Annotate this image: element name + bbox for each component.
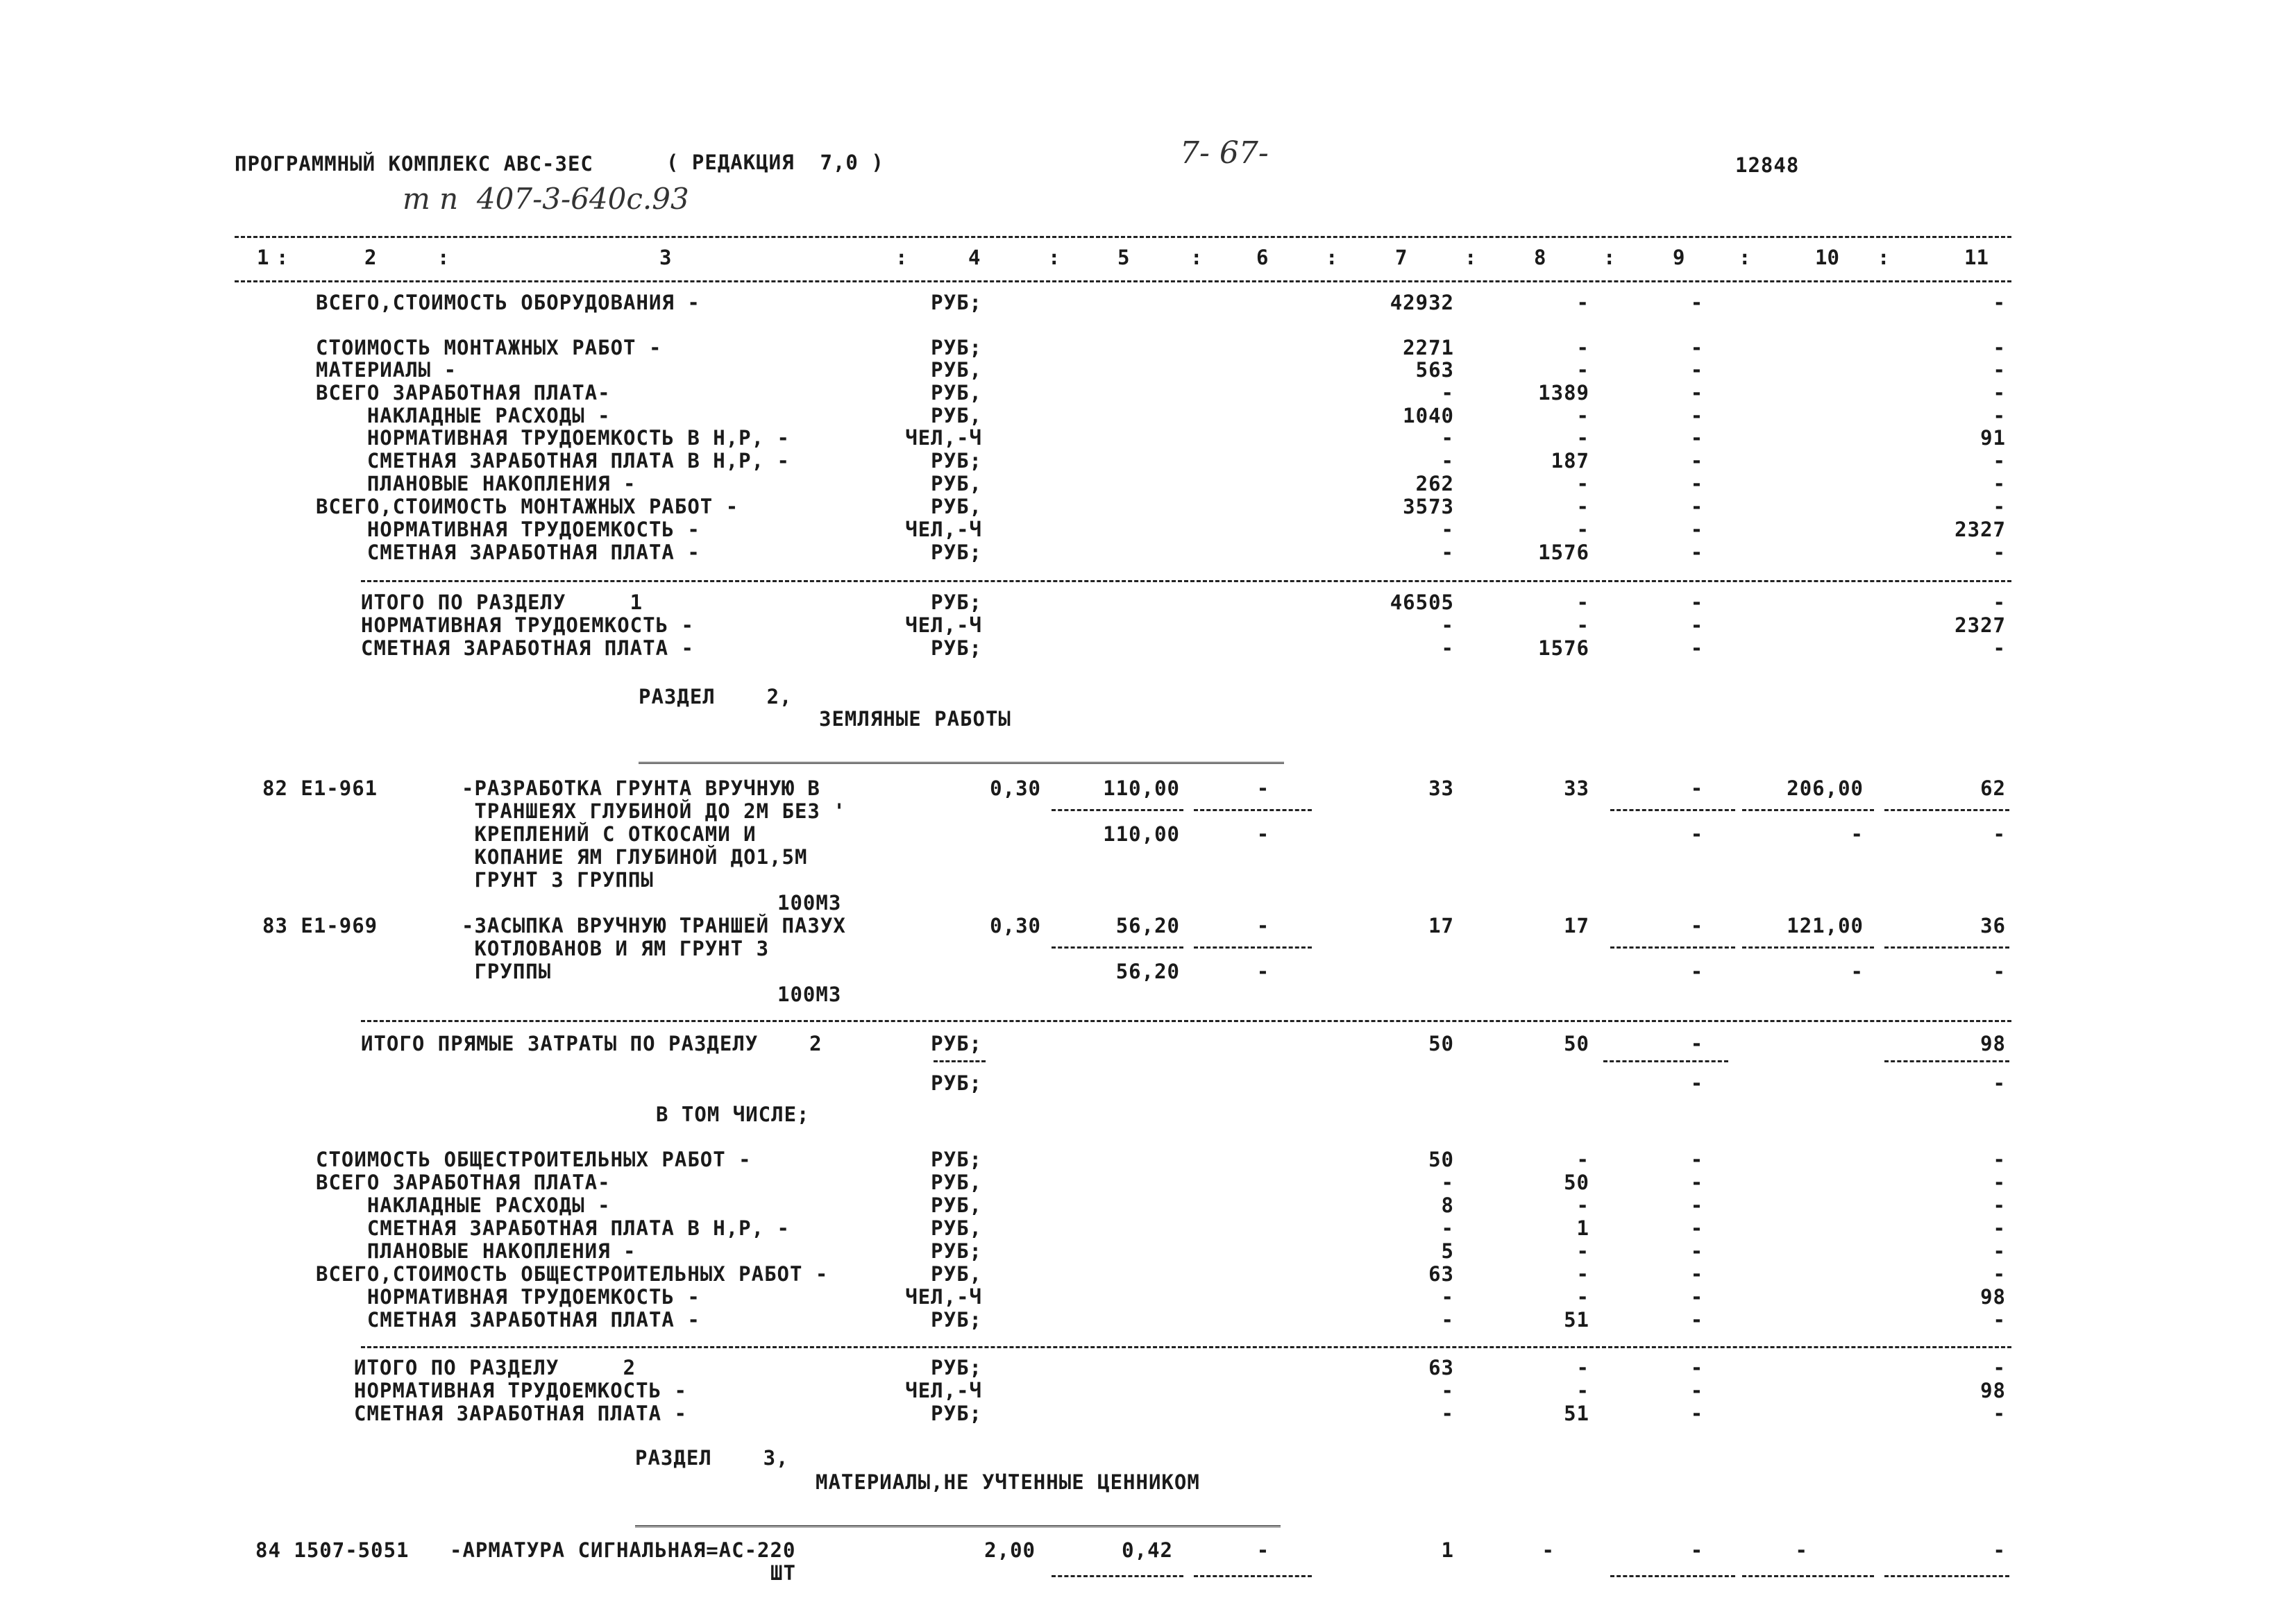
item-col9: - [1690, 914, 1704, 937]
row-col11: - [1993, 404, 2006, 427]
item-underline-6 [1194, 1575, 1312, 1577]
item-col5: 0,42 [1122, 1538, 1173, 1562]
row-col8: 187 [1551, 449, 1589, 473]
column-separator: : [1190, 246, 1203, 269]
item-unit: ШТ [770, 1561, 796, 1585]
row-col8: - [1576, 1148, 1589, 1171]
row-col11: - [1993, 449, 2006, 473]
row-label: НОРМАТИВНАЯ ТРУДОЕМКОСТЬ - [361, 613, 694, 637]
direct-costs-col8: 50 [1564, 1032, 1589, 1055]
row-col9: - [1690, 636, 1704, 660]
row-col8: - [1576, 1285, 1589, 1309]
section2-eq-rule [639, 762, 1284, 764]
row-col11: - [1993, 495, 2006, 518]
row-label: НОРМАТИВНАЯ ТРУДОЕМКОСТЬ - [316, 518, 700, 541]
item-col9: - [1690, 1538, 1704, 1562]
row-col9: - [1690, 336, 1704, 359]
row-col9: - [1690, 1171, 1704, 1194]
row-label: ВСЕГО,СТОИМОСТЬ МОНТАЖНЫХ РАБОТ - [316, 495, 739, 518]
row-col8: - [1576, 358, 1589, 382]
direct-costs-underline-11 [1884, 1060, 2009, 1062]
edition: ( РЕДАКЦИЯ 7,0 ) [666, 151, 884, 174]
item-description-line: ТРАНШЕЯХ ГЛУБИНОЙ ДО 2М БЕЗ ' [462, 799, 846, 823]
row-col9: - [1690, 291, 1704, 314]
row-col7: - [1441, 426, 1454, 450]
item-underline-10 [1742, 1575, 1874, 1577]
section3-subtitle: МАТЕРИАЛЫ,НЕ УЧТЕННЫЕ ЦЕННИКОМ [816, 1470, 1200, 1494]
item-underline-6 [1194, 809, 1312, 811]
item-col10: 206,00 [1787, 776, 1864, 800]
item-underline-9 [1610, 946, 1735, 949]
item-col11: 36 [1980, 914, 2006, 937]
item-underline-5 [1052, 946, 1183, 949]
row-col9: - [1690, 1262, 1704, 1286]
row-label: ВСЕГО,СТОИМОСТЬ ОБЩЕСТРОИТЕЛЬНЫХ РАБОТ - [316, 1262, 829, 1286]
row-col8: - [1576, 1379, 1589, 1402]
column-separator: : [1877, 246, 1890, 269]
row-col11: - [1993, 1239, 2006, 1263]
handwritten-project-code: т п 407-3-640с.93 [403, 182, 689, 216]
row-col8: - [1576, 1262, 1589, 1286]
row-col7: - [1441, 1216, 1454, 1240]
direct-costs-rule [361, 1020, 2011, 1022]
row-col11: - [1993, 358, 2006, 382]
row-label: ПЛАНОВЫЕ НАКОПЛЕНИЯ - [316, 472, 636, 495]
row-label: ВСЕГО ЗАРАБОТНАЯ ПЛАТА- [316, 381, 611, 405]
row-unit: РУБ, [931, 1193, 982, 1217]
row-label: ВСЕГО ЗАРАБОТНАЯ ПЛАТА- [316, 1171, 611, 1194]
page-number: 7- 67- [1180, 135, 1269, 171]
row-col8: 51 [1564, 1402, 1589, 1425]
column-number: 6 [1256, 246, 1269, 269]
row-unit: РУБ; [931, 449, 982, 473]
item-unit: 100М3 [777, 891, 842, 915]
item-description-line: -ЗАСЫПКА ВРУЧНУЮ ТРАНШЕЙ ПАЗУХ [462, 914, 846, 937]
row-label: ИТОГО ПО РАЗДЕЛУ 2 [354, 1356, 636, 1379]
row-label: СМЕТНАЯ ЗАРАБОТНАЯ ПЛАТА В Н,Р, - [316, 1216, 791, 1240]
row-col11: - [1993, 1356, 2006, 1379]
item-col5: 110,00 [1103, 776, 1180, 800]
item-description-line: КРЕПЛЕНИЙ С ОТКОСАМИ И [462, 822, 757, 846]
row-col9: - [1690, 1193, 1704, 1217]
row-unit: РУБ, [931, 472, 982, 495]
row-unit: РУБ; [931, 636, 982, 660]
row-col11: - [1993, 590, 2006, 614]
row-label: СМЕТНАЯ ЗАРАБОТНАЯ ПЛАТА - [354, 1402, 687, 1425]
row-unit: РУБ, [931, 495, 982, 518]
row-col11: - [1993, 1148, 2006, 1171]
item-col5-sub: 110,00 [1103, 822, 1180, 846]
item-col6: - [1256, 776, 1270, 800]
row-col11: - [1993, 472, 2006, 495]
row-col7: - [1441, 1379, 1454, 1402]
row-col11: 91 [1980, 426, 2006, 450]
item-col6-sub: - [1256, 822, 1270, 846]
item-underline-10 [1742, 809, 1874, 811]
row-col7: - [1441, 518, 1454, 541]
item-col8: - [1542, 1538, 1555, 1562]
column-number: 10 [1815, 246, 1839, 269]
item-description-line: КОПАНИЕ ЯМ ГЛУБИНОЙ ДО1,5М [462, 845, 808, 869]
section2-total-rule [361, 1346, 2011, 1348]
row-col8: 1576 [1538, 636, 1589, 660]
column-separator: : [895, 246, 908, 269]
direct-costs-underline [934, 1060, 986, 1062]
section2-subtitle: ЗЕМЛЯНЫЕ РАБОТЫ [819, 707, 1011, 731]
direct-costs-col9b: - [1690, 1071, 1704, 1095]
item-col11: 62 [1980, 776, 2006, 800]
row-unit: ЧЕЛ,-Ч [905, 1379, 982, 1402]
row-col7: - [1441, 449, 1454, 473]
column-number: 4 [968, 246, 981, 269]
item-underline-9 [1610, 1575, 1735, 1577]
item-col10: - [1795, 1538, 1808, 1562]
row-col8: - [1576, 613, 1589, 637]
row-col7: - [1441, 1285, 1454, 1309]
header-rule-top [235, 236, 2011, 238]
item-underline-11 [1884, 809, 2009, 811]
row-col11: - [1993, 1262, 2006, 1286]
column-number: 11 [1964, 246, 1989, 269]
item-col9-sub: - [1690, 960, 1704, 983]
row-col8: - [1576, 472, 1589, 495]
item-col11: - [1993, 1538, 2006, 1562]
row-unit: РУБ, [931, 1171, 982, 1194]
item-col7: 17 [1428, 914, 1454, 937]
row-unit: РУБ, [931, 381, 982, 405]
direct-costs-col11: 98 [1980, 1032, 2006, 1055]
row-label: НОРМАТИВНАЯ ТРУДОЕМКОСТЬ - [354, 1379, 687, 1402]
item-col6-sub: - [1256, 960, 1270, 983]
row-col7: 63 [1428, 1356, 1454, 1379]
row-col9: - [1690, 1308, 1704, 1332]
row-label: НАКЛАДНЫЕ РАСХОДЫ - [316, 404, 611, 427]
row-col7: 5 [1441, 1239, 1454, 1263]
item-description-line: ГРУППЫ [462, 960, 552, 983]
document-number: 12848 [1735, 153, 1800, 177]
row-col9: - [1690, 613, 1704, 637]
row-label: НОРМАТИВНАЯ ТРУДОЕМКОСТЬ - [316, 1285, 700, 1309]
row-col11: 98 [1980, 1285, 2006, 1309]
item-description-line: -АРМАТУРА СИГНАЛЬНАЯ=АС-220 [450, 1538, 796, 1562]
row-col7: 3573 [1403, 495, 1454, 518]
section1-total-rule [361, 580, 2011, 582]
row-col9: - [1690, 472, 1704, 495]
row-col7: 42932 [1390, 291, 1454, 314]
row-col9: - [1690, 381, 1704, 405]
row-unit: РУБ; [931, 590, 982, 614]
item-col6: - [1256, 914, 1270, 937]
row-col11: - [1993, 1402, 2006, 1425]
row-col11: - [1993, 541, 2006, 564]
section3-title: РАЗДЕЛ 3, [635, 1446, 789, 1470]
item-col11-sub: - [1993, 960, 2006, 983]
column-separator: : [1464, 246, 1477, 269]
row-label: СМЕТНАЯ ЗАРАБОТНАЯ ПЛАТА - [316, 1308, 700, 1332]
item-quantity: 2,00 [984, 1538, 1036, 1562]
row-col11: - [1993, 1193, 2006, 1217]
row-unit: РУБ, [931, 404, 982, 427]
row-col11: 2327 [1955, 518, 2006, 541]
item-col10-sub: - [1850, 822, 1864, 846]
row-col7: - [1441, 1308, 1454, 1332]
row-col9: - [1690, 426, 1704, 450]
row-col9: - [1690, 1285, 1704, 1309]
item-underline-6 [1194, 946, 1312, 949]
row-label: НОРМАТИВНАЯ ТРУДОЕМКОСТЬ В Н,Р, - [316, 426, 791, 450]
item-code: 82 Е1-961 [262, 776, 378, 800]
column-number: 5 [1117, 246, 1130, 269]
item-quantity: 0,30 [990, 914, 1041, 937]
header-rule-bottom [235, 280, 2011, 282]
row-col11: - [1993, 381, 2006, 405]
item-col9-sub: - [1690, 822, 1704, 846]
row-col7: 262 [1415, 472, 1454, 495]
item-underline-5 [1052, 809, 1183, 811]
row-unit: ЧЕЛ,-Ч [905, 613, 982, 637]
program-name: ПРОГРАММНЫЙ КОМПЛЕКС АВС-3ЕС [235, 152, 593, 176]
row-col11: - [1993, 291, 2006, 314]
row-col8: - [1576, 495, 1589, 518]
row-col7: 1040 [1403, 404, 1454, 427]
row-col7: 2271 [1403, 336, 1454, 359]
row-col9: - [1690, 590, 1704, 614]
item-col7: 33 [1428, 776, 1454, 800]
row-col7: - [1441, 1171, 1454, 1194]
row-col9: - [1690, 449, 1704, 473]
section2-title: РАЗДЕЛ 2, [639, 685, 793, 708]
row-col11: - [1993, 1308, 2006, 1332]
direct-costs-unit: РУБ; [931, 1032, 982, 1055]
row-unit: РУБ; [931, 291, 982, 314]
item-col9: - [1690, 776, 1704, 800]
row-col7: 63 [1428, 1262, 1454, 1286]
row-label: НАКЛАДНЫЕ РАСХОДЫ - [316, 1193, 611, 1217]
column-separator: : [1326, 246, 1338, 269]
item-code: 84 1507-5051 [255, 1538, 410, 1562]
row-unit: РУБ; [931, 336, 982, 359]
item-underline-11 [1884, 1575, 2009, 1577]
row-col11: 2327 [1955, 613, 2006, 637]
row-label: ВСЕГО,СТОИМОСТЬ ОБОРУДОВАНИЯ - [316, 291, 700, 314]
item-underline-10 [1742, 946, 1874, 949]
row-unit: РУБ, [931, 358, 982, 382]
item-code: 83 Е1-969 [262, 914, 378, 937]
row-col8: 50 [1564, 1171, 1589, 1194]
row-col8: 1 [1576, 1216, 1589, 1240]
item-underline-9 [1610, 809, 1735, 811]
direct-costs-col11b: - [1993, 1071, 2006, 1095]
item-col5: 56,20 [1115, 914, 1180, 937]
item-description-line: КОТЛОВАНОВ И ЯМ ГРУНТ 3 [462, 937, 770, 960]
row-col8: - [1576, 404, 1589, 427]
item-description-line: -РАЗРАБОТКА ГРУНТА ВРУЧНУЮ В [462, 776, 820, 800]
row-col8: - [1576, 336, 1589, 359]
direct-costs-underline-9 [1603, 1060, 1728, 1062]
item-col10-sub: - [1850, 960, 1864, 983]
row-label: СМЕТНАЯ ЗАРАБОТНАЯ ПЛАТА - [361, 636, 694, 660]
row-col11: - [1993, 1216, 2006, 1240]
row-col9: - [1690, 518, 1704, 541]
row-label: ПЛАНОВЫЕ НАКОПЛЕНИЯ - [316, 1239, 636, 1263]
row-col7: - [1441, 613, 1454, 637]
row-col7: - [1441, 636, 1454, 660]
row-unit: РУБ; [931, 541, 982, 564]
item-underline-11 [1884, 946, 2009, 949]
item-col5-sub: 56,20 [1115, 960, 1180, 983]
item-col11-sub: - [1993, 822, 2006, 846]
column-separator: : [276, 246, 289, 269]
item-col7: 1 [1441, 1538, 1454, 1562]
row-col11: - [1993, 1171, 2006, 1194]
row-label: СТОИМОСТЬ ОБЩЕСТРОИТЕЛЬНЫХ РАБОТ - [316, 1148, 752, 1171]
item-col10: 121,00 [1787, 914, 1864, 937]
row-col11: - [1993, 636, 2006, 660]
row-col7: 46505 [1390, 590, 1454, 614]
row-label: СМЕТНАЯ ЗАРАБОТНАЯ ПЛАТА В Н,Р, - [316, 449, 791, 473]
row-col7: - [1441, 1402, 1454, 1425]
row-col9: - [1690, 541, 1704, 564]
row-unit: РУБ; [931, 1308, 982, 1332]
column-number: 1 [257, 246, 269, 269]
row-col7: 8 [1441, 1193, 1454, 1217]
section3-eq-rule [635, 1525, 1281, 1527]
row-col7: 50 [1428, 1148, 1454, 1171]
row-unit: ЧЕЛ,-Ч [905, 518, 982, 541]
row-col9: - [1690, 1216, 1704, 1240]
column-number: 9 [1673, 246, 1685, 269]
row-col7: - [1441, 381, 1454, 405]
column-number: 3 [659, 246, 672, 269]
row-col9: - [1690, 1379, 1704, 1402]
column-number: 2 [364, 246, 377, 269]
row-label: СТОИМОСТЬ МОНТАЖНЫХ РАБОТ - [316, 336, 662, 359]
column-separator: : [437, 246, 450, 269]
row-col8: 1389 [1538, 381, 1589, 405]
column-separator: : [1048, 246, 1061, 269]
item-col8: 33 [1564, 776, 1589, 800]
row-label: ИТОГО ПО РАЗДЕЛУ 1 [361, 590, 643, 614]
item-description-line: ГРУНТ 3 ГРУППЫ [462, 868, 654, 892]
item-col6: - [1256, 1538, 1270, 1562]
row-col11: - [1993, 336, 2006, 359]
row-col8: - [1576, 426, 1589, 450]
row-col8: - [1576, 590, 1589, 614]
row-col9: - [1690, 1239, 1704, 1263]
row-label: СМЕТНАЯ ЗАРАБОТНАЯ ПЛАТА - [316, 541, 700, 564]
row-col8: - [1576, 518, 1589, 541]
direct-costs-label: ИТОГО ПРЯМЫЕ ЗАТРАТЫ ПО РАЗДЕЛУ 2 [361, 1032, 822, 1055]
row-unit: РУБ, [931, 1262, 982, 1286]
column-number: 8 [1534, 246, 1546, 269]
row-col9: - [1690, 1356, 1704, 1379]
row-unit: РУБ; [931, 1239, 982, 1263]
row-col9: - [1690, 358, 1704, 382]
row-unit: РУБ, [931, 1216, 982, 1240]
row-unit: РУБ; [931, 1356, 982, 1379]
row-unit: ЧЕЛ,-Ч [905, 426, 982, 450]
row-col7: 563 [1415, 358, 1454, 382]
direct-costs-col9: - [1690, 1032, 1704, 1055]
direct-costs-unit2: РУБ; [931, 1071, 982, 1095]
item-underline-5 [1052, 1575, 1183, 1577]
row-col8: 1576 [1538, 541, 1589, 564]
column-number: 7 [1395, 246, 1408, 269]
item-unit: 100М3 [777, 983, 842, 1006]
item-col8: 17 [1564, 914, 1589, 937]
row-col9: - [1690, 1148, 1704, 1171]
direct-costs-col7: 50 [1428, 1032, 1454, 1055]
row-col7: - [1441, 541, 1454, 564]
row-unit: ЧЕЛ,-Ч [905, 1285, 982, 1309]
row-col9: - [1690, 404, 1704, 427]
column-separator: : [1739, 246, 1751, 269]
including-label: В ТОМ ЧИСЛЕ; [656, 1103, 810, 1126]
row-unit: РУБ; [931, 1402, 982, 1425]
row-col8: - [1576, 1239, 1589, 1263]
row-col8: - [1576, 1356, 1589, 1379]
row-col9: - [1690, 495, 1704, 518]
row-col9: - [1690, 1402, 1704, 1425]
row-col8: 51 [1564, 1308, 1589, 1332]
item-quantity: 0,30 [990, 776, 1041, 800]
row-col11: 98 [1980, 1379, 2006, 1402]
row-col8: - [1576, 291, 1589, 314]
row-unit: РУБ; [931, 1148, 982, 1171]
row-col8: - [1576, 1193, 1589, 1217]
column-separator: : [1603, 246, 1616, 269]
row-label: МАТЕРИАЛЫ - [316, 358, 457, 382]
